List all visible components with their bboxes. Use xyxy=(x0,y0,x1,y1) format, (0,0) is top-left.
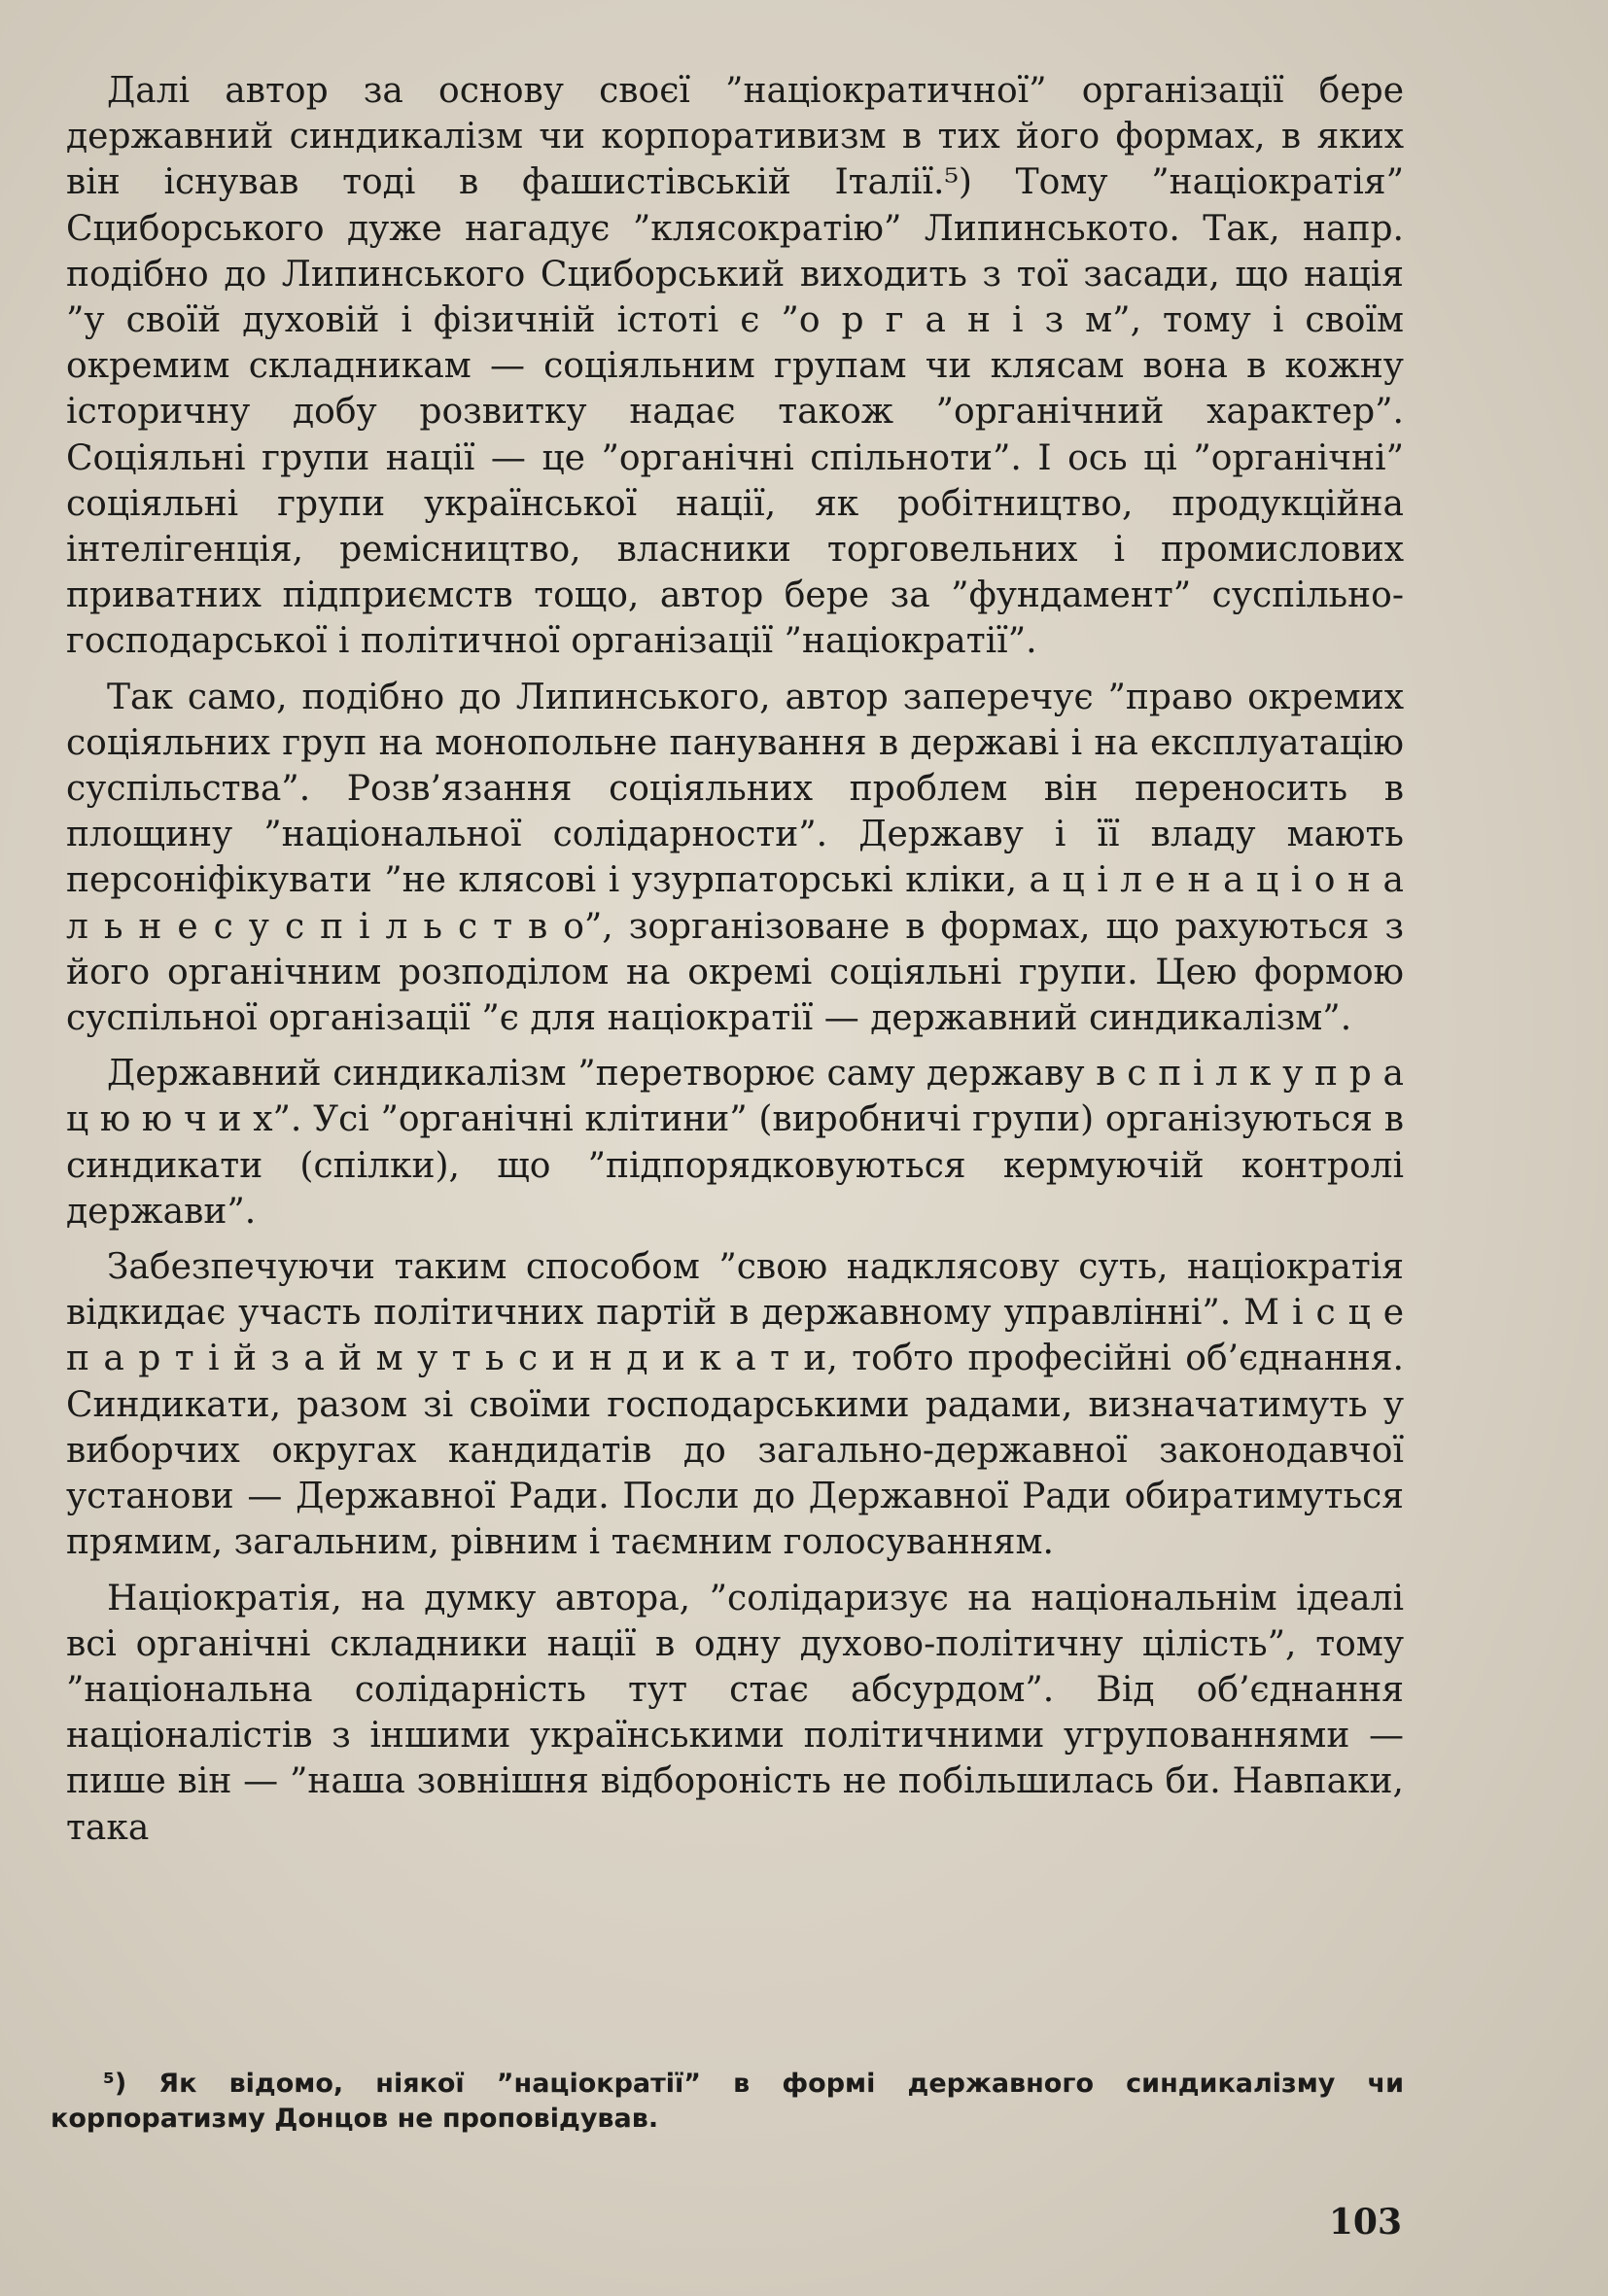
footnote-5: ⁵) Як відомо, ніякої ”націократії” в формі державного синдикалізму чи корпоратизму Донцов не проповідував. xyxy=(51,2069,1404,2134)
main-text xyxy=(66,68,1404,1861)
paragraph-4: Забезпечуючи таким способом ”свою надклясову суть, націократія відкидає участь політичних партій в державному управлінні”. М і с ц е п а р т і й з а й м у т ь с и н д и к а т и, тобто професійні об’єднання. Синдикати, разом зі своїми господарськими радами, визначатимуть у виборчих округах кандидатів до загально-державної законодавчої установи — Державної Ради. Посли до Державної Ради обиратимуться прямим, загальним, рівним і таємним голосуванням. xyxy=(66,1247,1404,1563)
paragraph-3: Державний синдикалізм ”перетворює саму державу в с п і л к у п р а ц ю ю ч и х”. Усі ”органічні клітини” (виробничі групи) організуються в синдикати (спілки), що ”підпорядковуються кермуючій контролі держави”. xyxy=(66,1054,1404,1232)
paragraph-1: Далі автор за основу своєї ”націократичної” організації бере державний синдикалізм чи корпоративизм в тих його формах, в яких він існував тоді в фашистівській Італії.⁵) Тому ”націократія” Сциборського дуже нагадує ”клясократію” Липинськото. Так, напр. подібно до Липинського Сциборський виходить з тої засади, що нація ”у своїй духовій і фізичній істоті є ”о р г а н і з м”, тому і своїм окремим складникам — соціяльним групам чи клясам вона в кожну історичну добу розвитку надає також ”органічний характер”. Соціяльні групи нації — це ”органічні спільноти”. І ось ці ”органічні” соціяльні групи української нації, як робітництво, продукційна інтелігенція, ремісництво, власники торговельних і промислових приватних підприємств тощо, автор бере за ”фундамент” суспільно-господарської і політичної організації ”націократії”. xyxy=(66,71,1404,662)
footnote-area xyxy=(51,2067,1404,2137)
paragraph-2: Так само, подібно до Липинського, автор заперечує ”право окремих соціяльних груп на монопольне панування в державі і на експлуатацію суспільства”. Розв’язання соціяльних проблем він переносить в площину ”національної солідарности”. Державу і її владу мають персоніфікувати ”не клясові і узурпаторські кліки, а ц і л е н а ц і о н а л ь н е с у с п і л ь с т в о”, зорганізоване в формах, що рахуються з його органічним розподілом на окремі соціяльні групи. Цею формою суспільної організації ”є для націократії — державний синдикалізм”. xyxy=(66,677,1404,1039)
paragraph-5: Націократія, на думку автора, ”солідаризує на національнім ідеалі всі органічні складники нації в одну духово-політичну цілість”, тому ”національна солідарність тут стає абсурдом”. Від об’єднання націоналістів з іншими українськими політичними угрупованнями — пише він — ”наша зовнішня відбороність не побільшилась би. Навпаки, така xyxy=(66,1578,1404,1848)
page-number: 103 xyxy=(1328,2202,1402,2243)
